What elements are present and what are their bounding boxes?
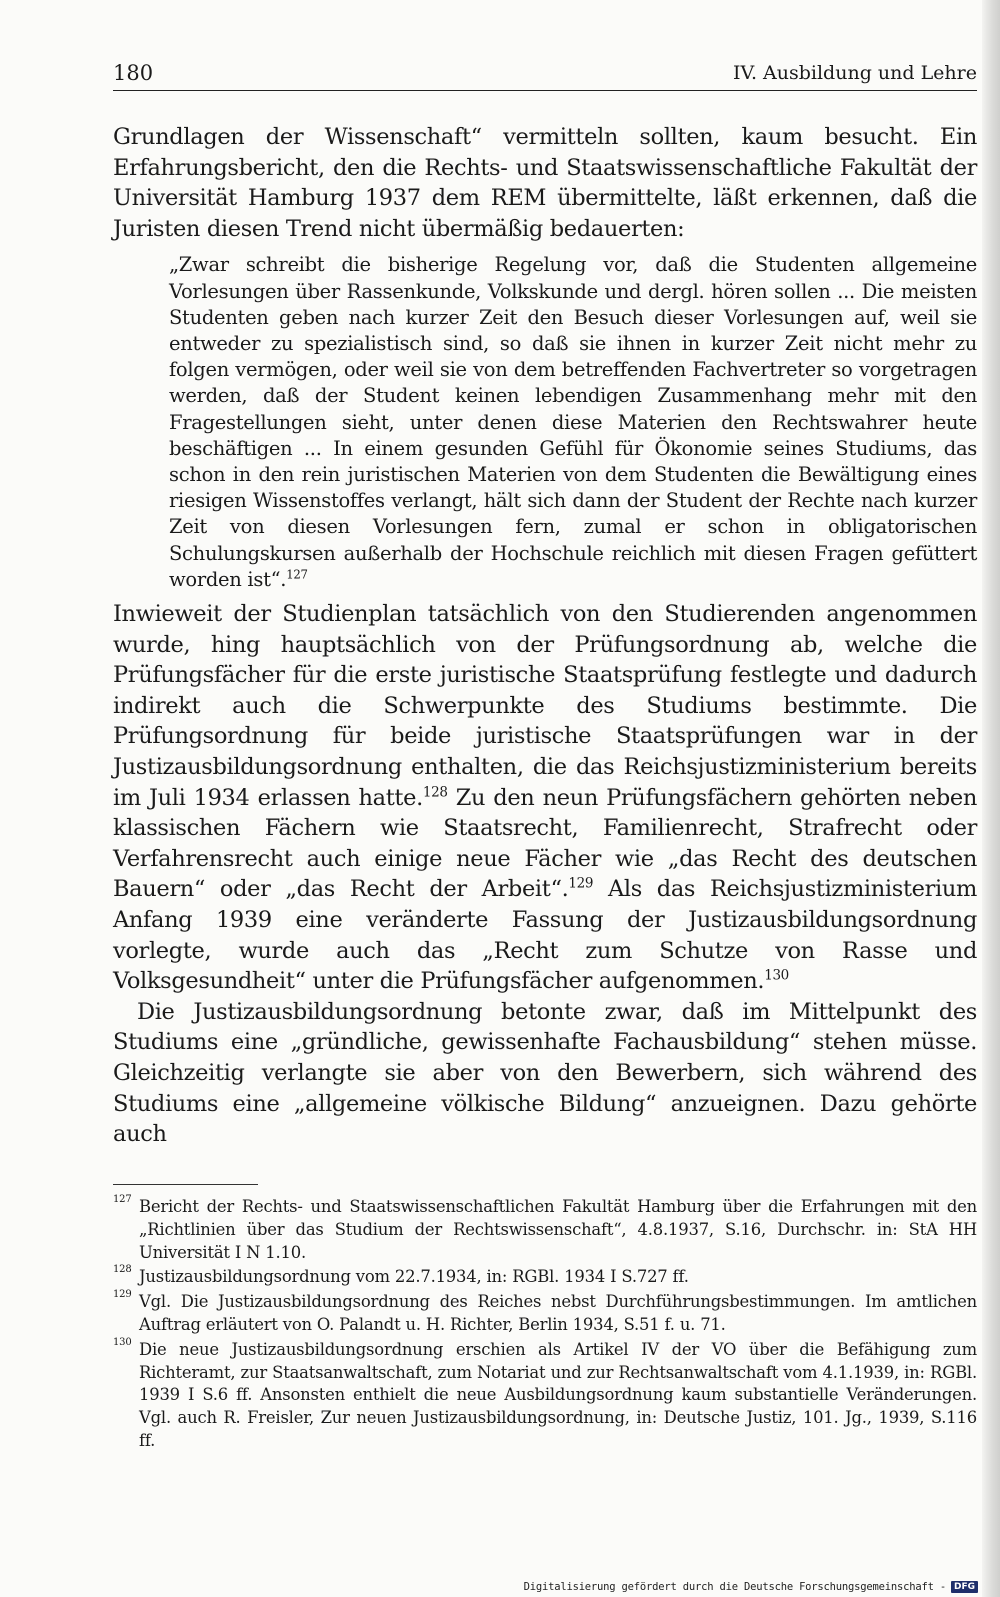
paragraph-justizausbildung [113,997,977,1150]
footnote-129 [113,1291,977,1337]
paragraph-studienplan-text-2: Zu den neun Prüfungsfächern gehörten neben klassischen Fächern wie Staatsrecht, Familienrecht, Strafrecht oder Verfahrensrecht auch einige neue Fächer wie „das Recht des deutschen Bauern“ oder „das Recht der Arbeit“. [113,784,977,903]
paragraph-intro-text: Grundlagen der Wissenschaft“ vermitteln sollten, kaum besucht. Ein Erfahrungsbericht, den die Rechts- und Staatswissenschaftliche Fakultät der Universität Hamburg 1937 dem REM übermittelte, läßt erkennen, daß die Juristen diesen Trend nicht übermäßig bedauerten: [113,124,977,242]
block-quote [169,252,977,593]
footnote-ref-127[interactable]: 127 [286,567,308,582]
footnote-text: Vgl. Die Justizausbildungsordnung des Reiches nebst Durchführungsbestimmungen. Im amtlichen Auftrag erläutert von O. Palandt u. H. Richter, Berlin 1934, S.51 f. u. 71. [139,1292,977,1334]
footnote-text: Die neue Justizausbildungsordnung erschien als Artikel IV der VO über die Befähigung zum Richteramt, zur Staatsanwaltschaft, zum Notariat und zur Rechtsanwaltschaft vom 4.1.1939, in: RGBl. 1939 I S.6 ff. Ansonsten enthielt die neue Ausbildungsordnung kaum substantielle Veränderungen. Vgl. auch R. Freisler, Zur neuen Justizausbildungsordnung, in: Deutsche Justiz, 101. Jg., 1939, S.116 ff. [139,1339,977,1450]
footnote-130 [113,1336,977,1453]
page-header [113,60,977,91]
footnote-ref-129[interactable]: 129 [568,875,594,892]
paragraph-intro [113,122,977,244]
paragraph-studienplan [113,599,977,997]
digitization-note: Digitalisierung gefördert durch die Deutsche Forschungsgemeinschaft - [523,1581,946,1593]
page-edge-shadow [982,0,1000,1597]
footnote-divider [113,1184,258,1185]
footnote-number: 127 [113,1194,132,1205]
paragraph-studienplan-text-1: Inwieweit der Studienplan tatsächlich von den Studierenden angenommen wurde, hing hauptsächlich von der Prüfungsordnung ab, welche die Prüfungsfächer für die erste juristische Staatsprüfung festlegte und dadurch indirekt auch die Schwerpunkte des Studiums bestimmte. Die Prüfungsordnung für beide juristische Staatsprüfungen war in der Justizausbildungsordnung enthalten, die das Reichsjustizministerium bereits im Juli 1934 erlassen hatte. [113,601,977,811]
block-quote-text: „Zwar schreibt die bisherige Regelung vor, daß die Studenten allgemeine Vorlesungen über Rassenkunde, Volkskunde und dergl. hören sollen ... Die meisten Studenten geben nach kurzer Zeit den Besuch dieser Vorlesungen auf, weil sie entweder zu spezialistisch sind, so daß sie ihnen in kurzer Zeit nicht mehr zu folgen vermögen, oder weil sie von dem betreffenden Fachvertreter so vorgetragen werden, daß der Student keinen lebendigen Zusammenhang mehr mit den Fragestellungen sieht, unter denen diese Materien den Rechtswahrer heute beschäftigen ... In einem gesunden Gefühl für Ökonomie seines Studiums, das schon in den rein juristischen Materien von dem Studenten die Bewältigung eines riesigen Wissenstoffes verlangt, hält sich dann der Student der Rechte nach kurzer Zeit von diesen Vorlesungen fern, zumal er schon in obligatorischen Schulungskursen außerhalb der Hochschule reichlich mit diesen Fragen gefüttert worden ist“. [169,253,977,591]
running-head: IV. Ausbildung und Lehre [733,62,977,84]
footnote-ref-128[interactable]: 128 [422,784,448,801]
footnote-number: 128 [113,1264,132,1276]
footnote-127 [113,1196,977,1264]
footnote-number: 130 [113,1336,132,1348]
footnote-128 [113,1266,977,1289]
paragraph-justizausbildung-text: Die Justizausbildungsordnung betonte zwar, daß im Mittelpunkt des Studiums eine „gründliche, gewissenhafte Fachausbildung“ stehen müsse. Gleichzeitig verlangte sie aber von den Bewerbern, sich während des Studiums eine „allgemeine völkische Bildung“ anzueignen. Dazu gehörte auch [113,998,977,1148]
footnote-ref-130[interactable]: 130 [764,967,789,984]
main-text [113,122,977,1150]
page-number: 180 [113,61,154,85]
footnote-text: Justizausbildungsordnung vom 22.7.1934, in: RGBl. 1934 I S.727 ff. [139,1267,689,1287]
dfg-logo-icon: DFG [951,1581,978,1593]
paragraph-studienplan-text-3: Als das Reichsjustizministerium Anfang 1939 eine veränderte Fassung der Justizausbildungsordnung vorlegte, wurde auch das „Recht zum Schutze von Rasse und Volksgesundheit“ unter die Prüfungsfächer aufgenommen. [113,876,977,995]
footnotes [113,1196,977,1455]
footnote-text: Bericht der Rechts- und Staatswissenschaftlichen Fakultät Hamburg über die Erfahrungen mit den „Richtlinien über das Studium der Rechtswissenschaft“, 4.8.1937, S.16, Durchschr. in: StA HH Universität I N 1.10. [139,1197,977,1262]
digitization-footer [524,1581,978,1593]
footnote-number: 129 [113,1289,132,1301]
